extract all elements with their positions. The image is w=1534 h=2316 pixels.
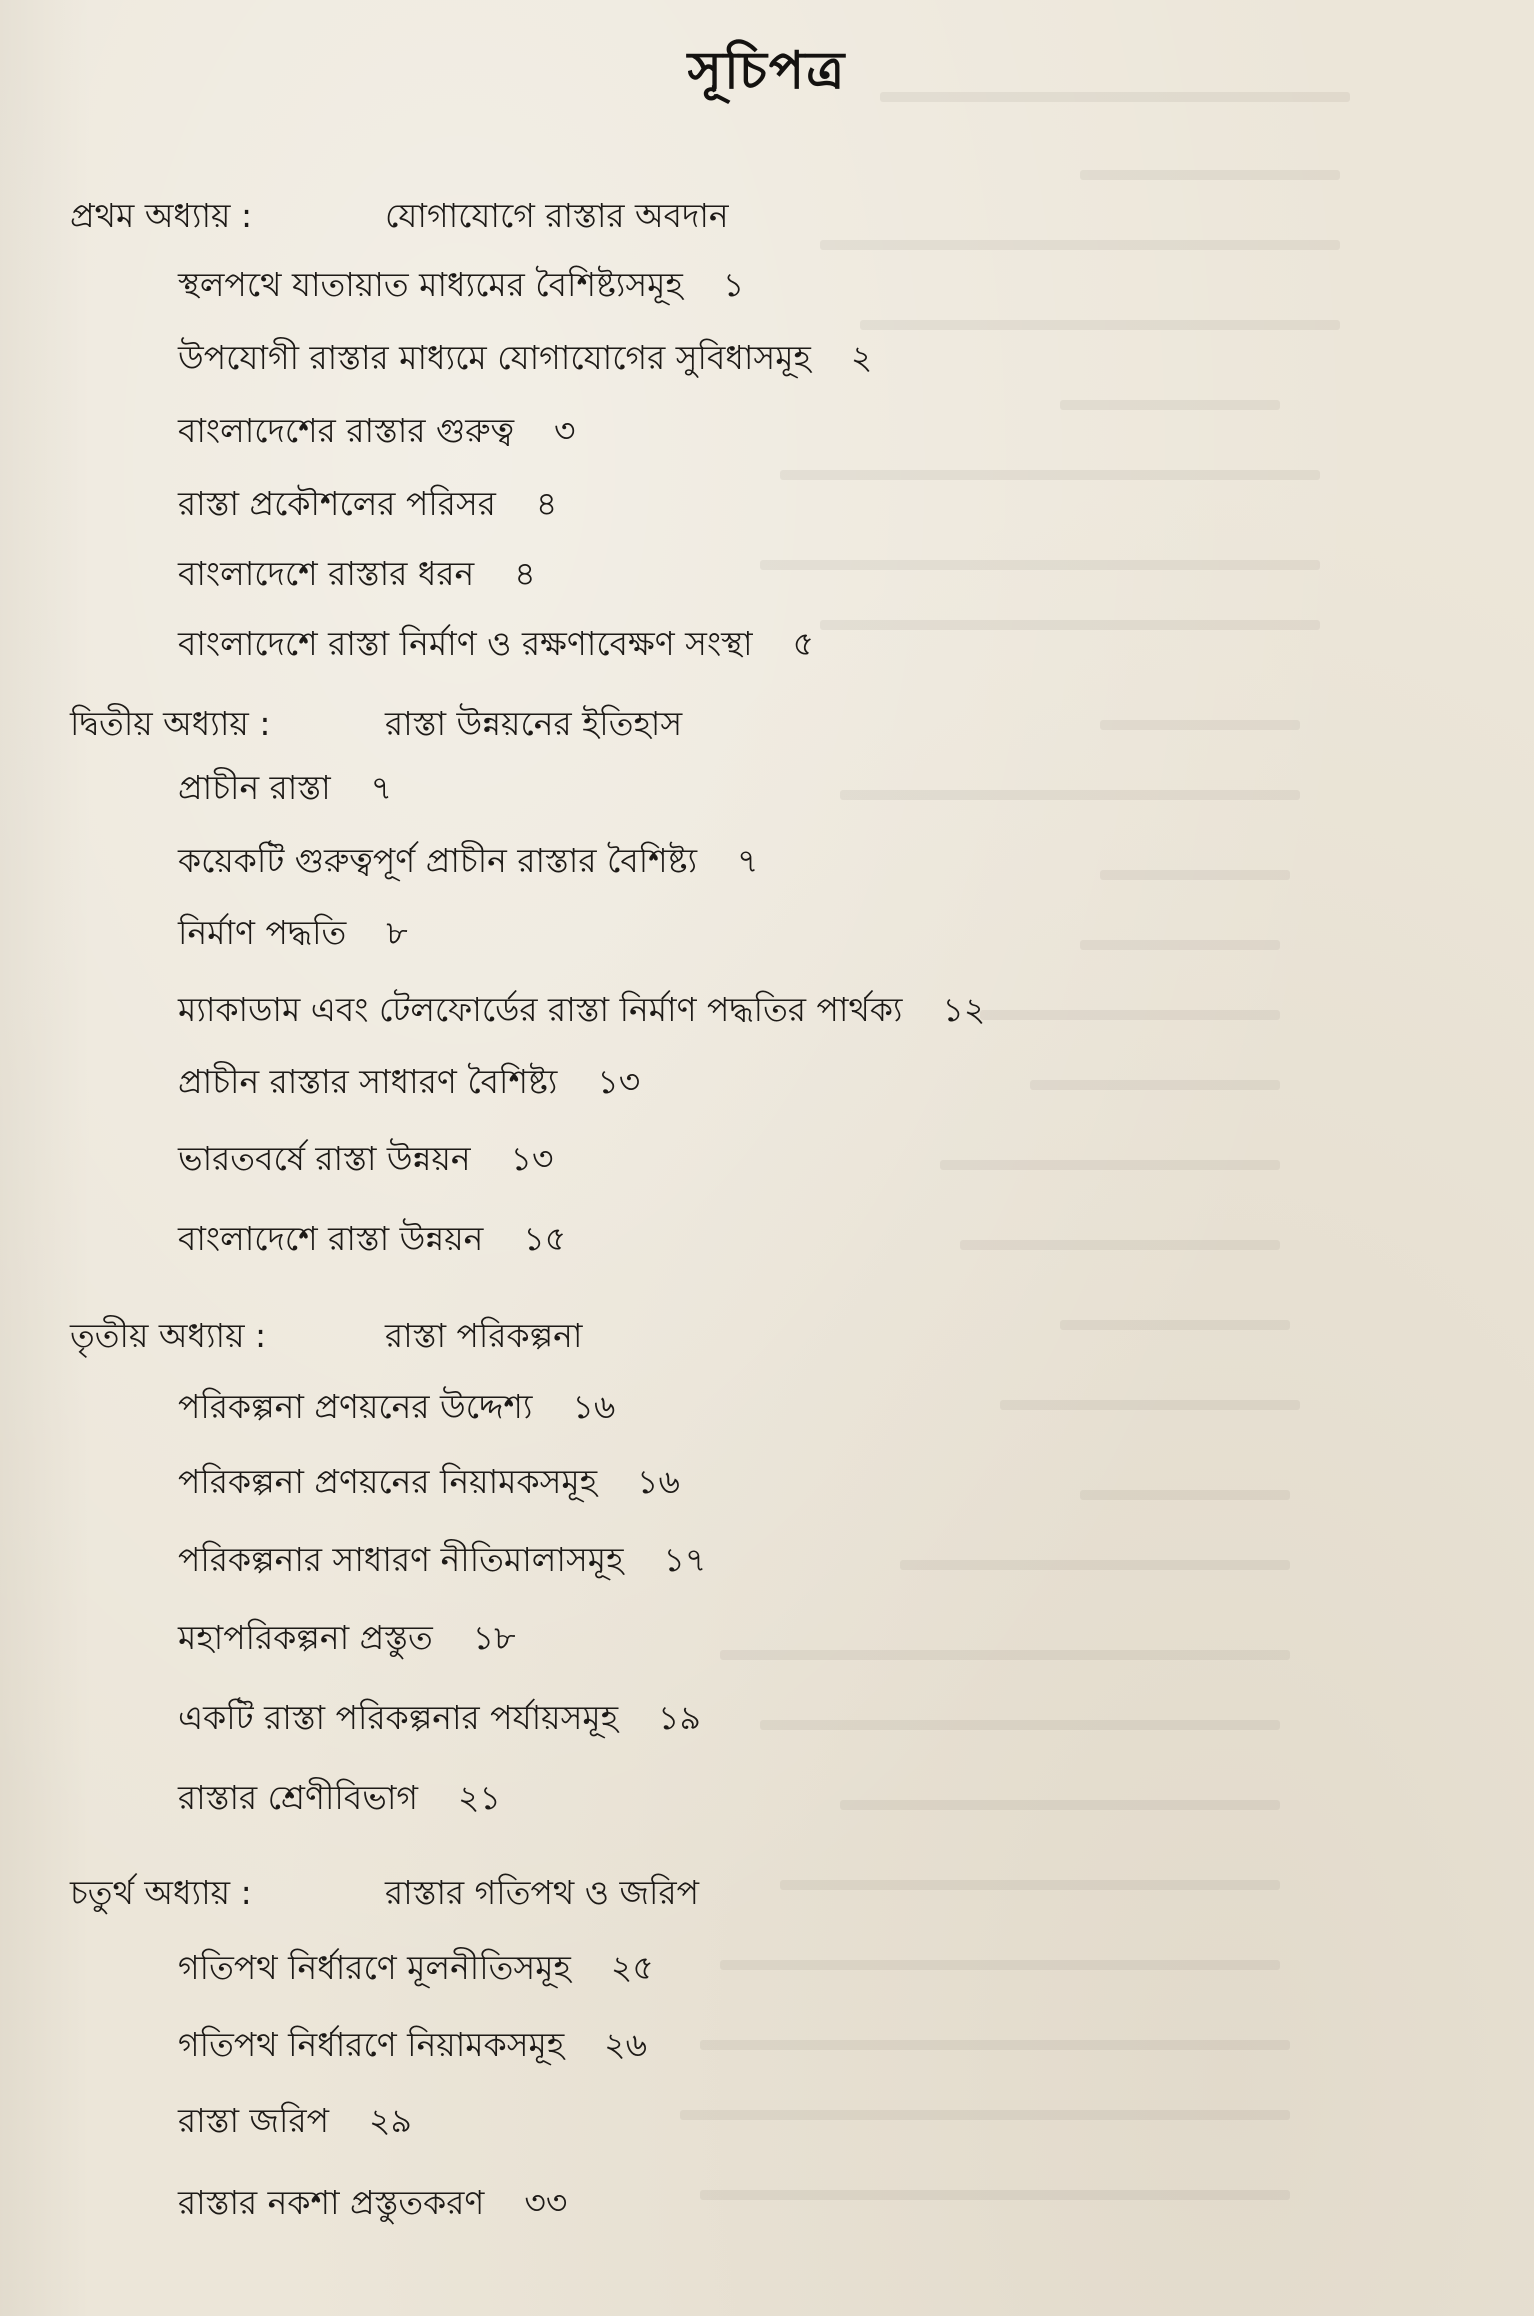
entry-page: ১৩	[597, 1062, 641, 1101]
entry-text: পরিকল্পনার সাধারণ নীতিমালাসমূহ	[178, 1540, 624, 1579]
entry-text: গতিপথ নির্ধারণে নিয়ামকসমূহ	[178, 2025, 565, 2064]
entry-page: ১৫	[523, 1219, 567, 1258]
entry-page: ৪	[514, 554, 536, 593]
chapter-label: তৃতীয় অধ্যায় :	[70, 1316, 267, 1355]
entry-text: রাস্তা জরিপ	[178, 2101, 330, 2140]
entry-page: ১৩	[510, 1139, 554, 1178]
entry-page: ২	[850, 338, 873, 377]
entry-page: ১৬	[572, 1387, 616, 1426]
entry-page: ২১	[458, 1778, 501, 1817]
chapter-title: রাস্তার গতিপথ ও জরিপ	[385, 1873, 700, 1912]
entry-text: রাস্তার শ্রেণীবিভাগ	[178, 1778, 419, 1817]
entry-page: ২৫	[610, 1948, 654, 1987]
entry-page: ৮	[386, 913, 408, 952]
entry-text: উপযোগী রাস্তার মাধ্যমে যোগাযোগের সুবিধাসমূহ	[178, 338, 811, 377]
entry-page: ৭	[370, 768, 393, 807]
entry-page: ১৭	[663, 1540, 707, 1579]
entry-text: মহাপরিকল্পনা প্রস্তুত	[178, 1618, 433, 1657]
page-title: সূচিপত্র	[687, 41, 847, 101]
entry-page: ২৯	[369, 2101, 412, 2140]
entry-page: ২৬	[604, 2025, 648, 2064]
chapter-label: প্রথম অধ্যায় :	[70, 196, 253, 235]
entry-text: স্থলপথে যাতায়াত মাধ্যমের বৈশিষ্ট্যসমূহ	[178, 265, 683, 304]
chapter-title: রাস্তা পরিকল্পনা	[385, 1316, 583, 1355]
entry-page: ১২	[942, 990, 986, 1029]
entry-text: বাংলাদেশে রাস্তা নির্মাণ ও রক্ষণাবেক্ষণ সংস্থা	[178, 624, 753, 663]
chapter-title: যোগাযোগে রাস্তার অবদান	[385, 196, 729, 235]
entry-text: রাস্তার নকশা প্রস্তুতকরণ	[178, 2183, 485, 2222]
entry-text: পরিকল্পনা প্রণয়নের নিয়ামকসমূহ	[178, 1462, 598, 1501]
entry-text: নির্মাণ পদ্ধতি	[178, 913, 347, 952]
chapter-title: রাস্তা উন্নয়নের ইতিহাস	[385, 704, 683, 743]
entry-page: ১	[722, 265, 745, 304]
entry-text: বাংলাদেশের রাস্তার গুরুত্ব	[178, 411, 515, 450]
entry-text: ম্যাকাডাম এবং টেলফোর্ডের রাস্তা নির্মাণ পদ্ধতির পার্থক্য	[178, 990, 903, 1029]
entry-text: ভারতবর্ষে রাস্তা উন্নয়ন	[178, 1139, 471, 1178]
entry-text: রাস্তা প্রকৌশলের পরিসর	[178, 484, 496, 523]
entry-page: ১৬	[637, 1462, 680, 1501]
entry-text: কয়েকটি গুরুত্বপূর্ণ প্রাচীন রাস্তার বৈশিষ্ট্য	[178, 841, 698, 880]
entry-page: ৭	[737, 841, 759, 880]
chapter-label: চতুর্থ অধ্যায় :	[70, 1873, 252, 1912]
entry-page: ৫	[792, 624, 814, 663]
chapter-label: দ্বিতীয় অধ্যায় :	[70, 704, 271, 743]
entry-page: ১৯	[658, 1698, 701, 1737]
entry-page: ৩	[554, 411, 576, 450]
entry-page: ১৮	[472, 1618, 516, 1657]
entry-page: ৩৩	[524, 2183, 568, 2222]
entry-text: প্রাচীন রাস্তার সাধারণ বৈশিষ্ট্য	[178, 1062, 558, 1101]
entry-text: গতিপথ নির্ধারণে মূলনীতিসমূহ	[178, 1948, 571, 1987]
entry-text: একটি রাস্তা পরিকল্পনার পর্যায়সমূহ	[178, 1698, 619, 1737]
entry-text: পরিকল্পনা প্রণয়নের উদ্দেশ্য	[178, 1387, 533, 1426]
entry-text: বাংলাদেশে রাস্তা উন্নয়ন	[178, 1219, 484, 1258]
entry-page: ৪	[535, 484, 558, 523]
entry-text: প্রাচীন রাস্তা	[178, 768, 331, 807]
entry-text: বাংলাদেশে রাস্তার ধরন	[178, 554, 475, 593]
